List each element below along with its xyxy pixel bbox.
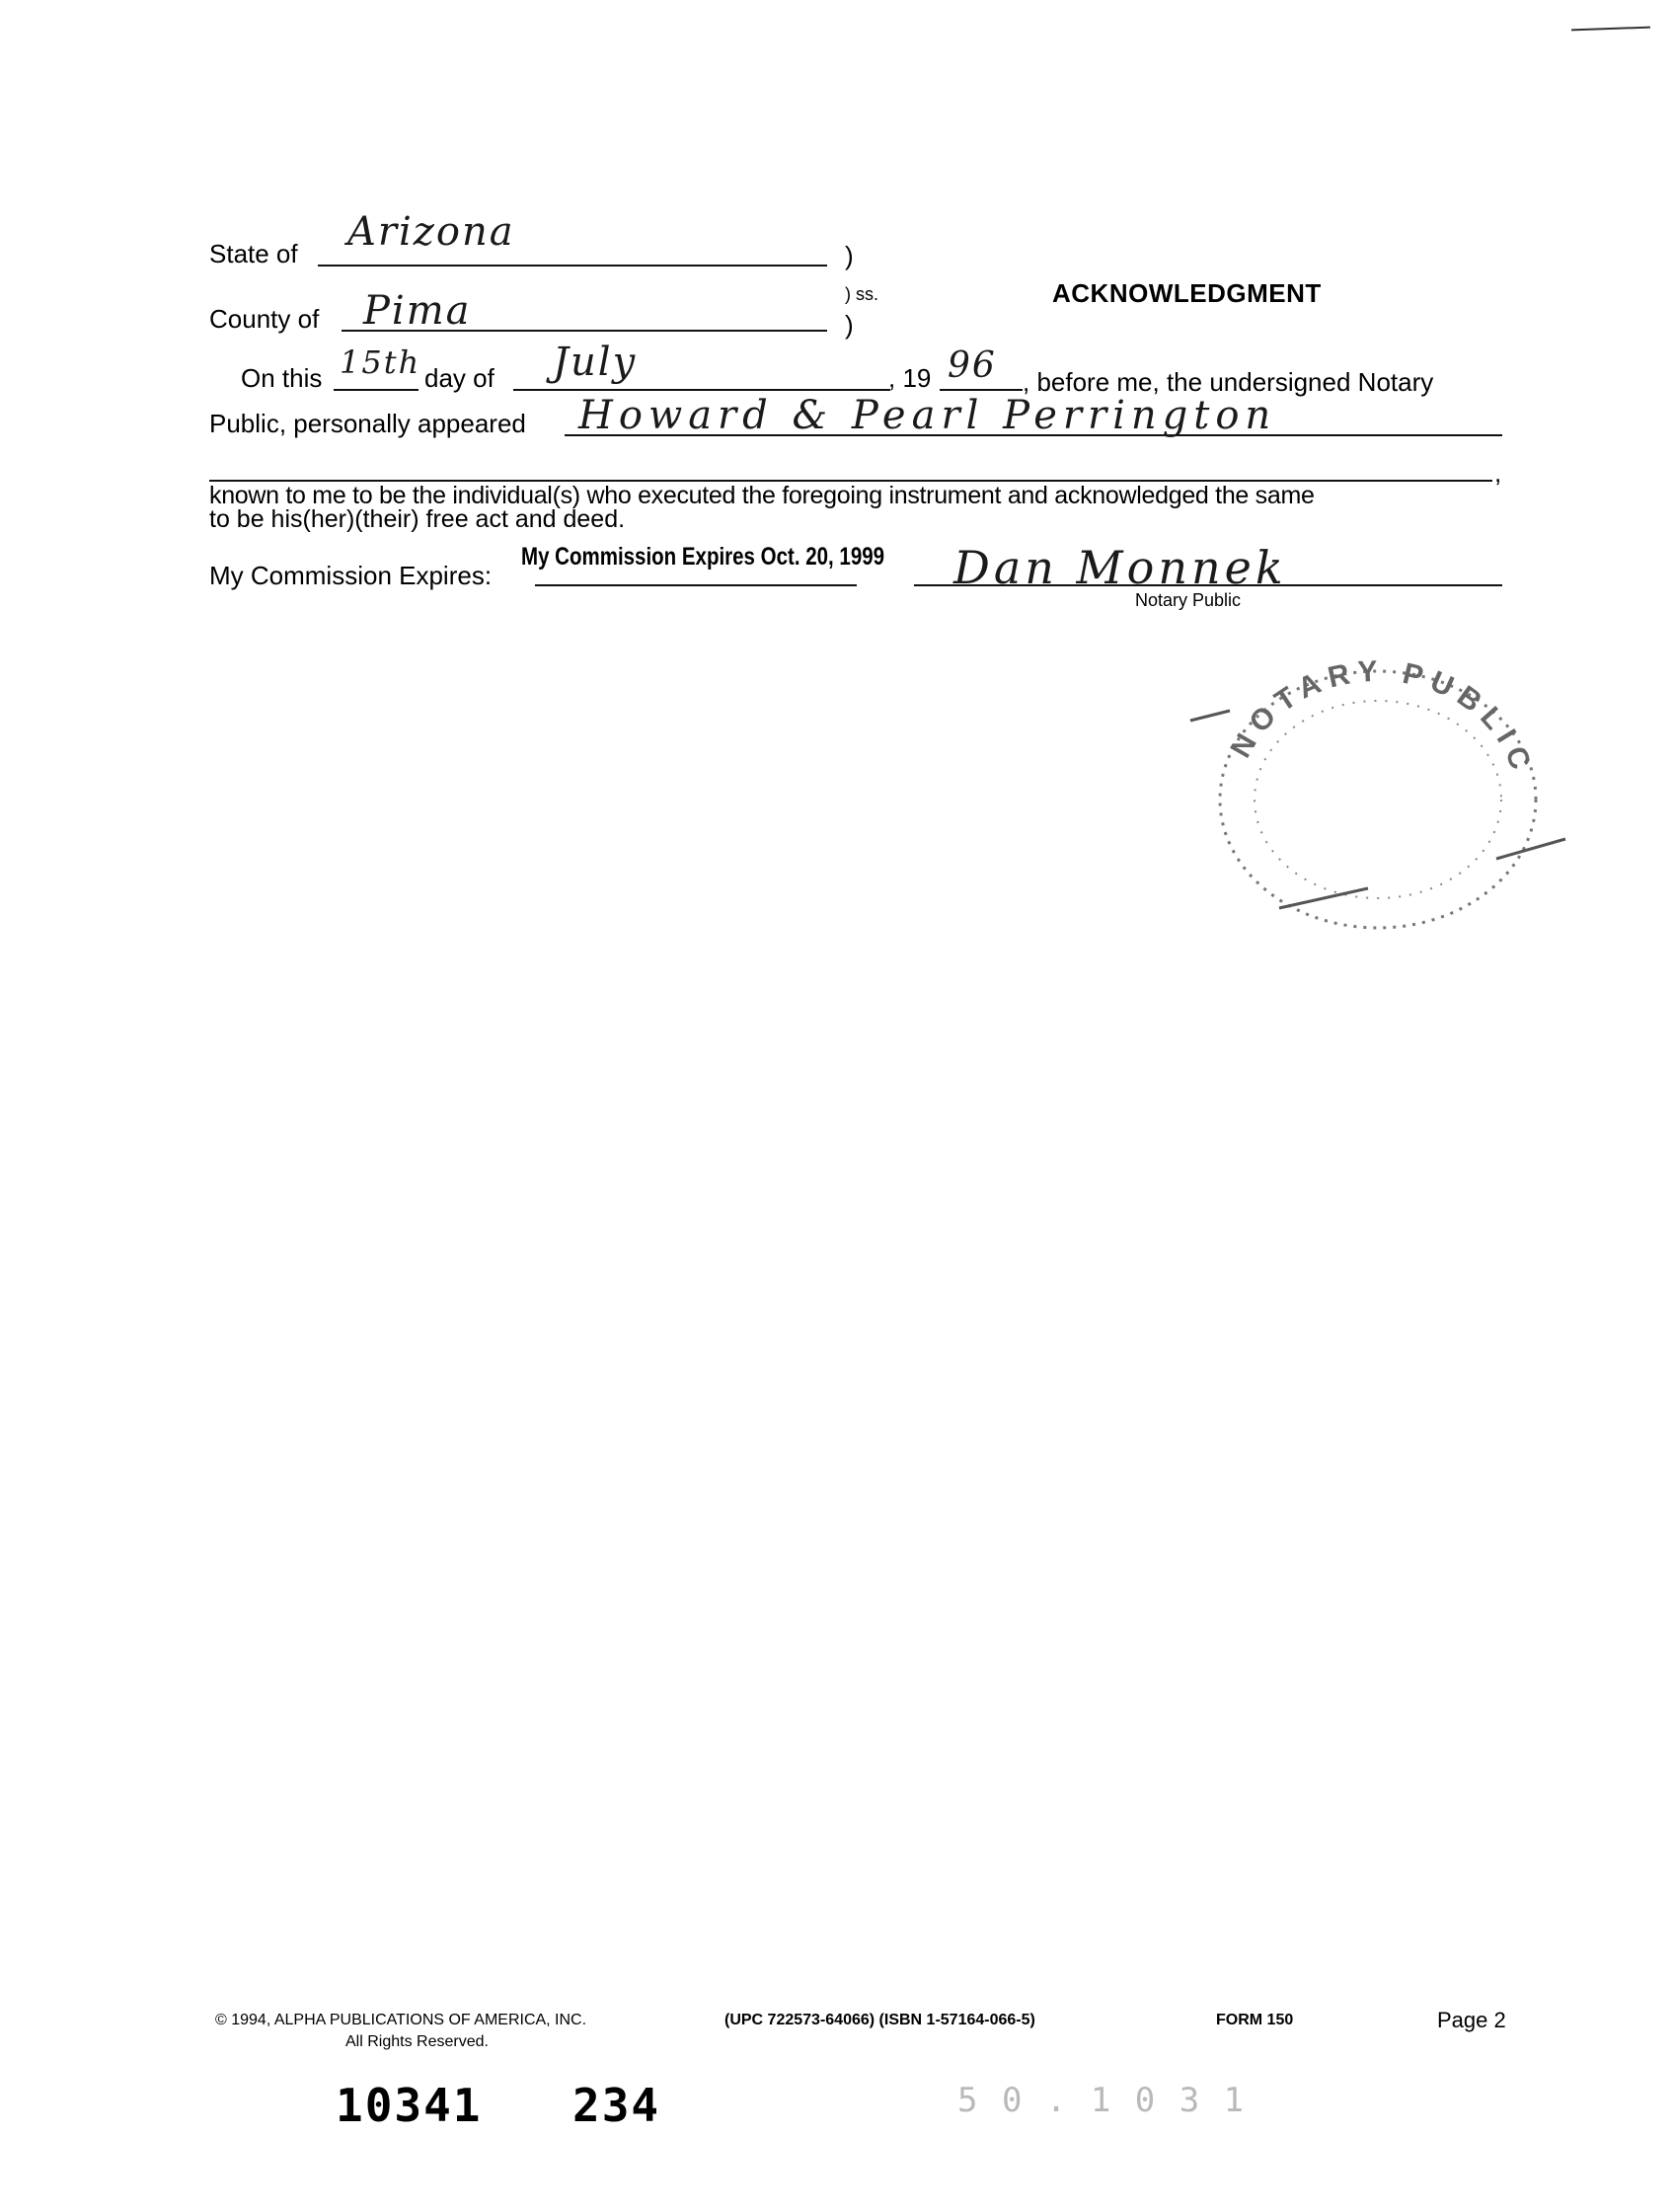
notary-signature: Dan Monnek xyxy=(953,541,1287,594)
before-me-text: , before me, the undersigned Notary xyxy=(1023,367,1434,397)
year-prefix: , 19 xyxy=(888,363,932,393)
body-line-2: to be his(her)(their) free act and deed. xyxy=(209,505,626,533)
corner-mark xyxy=(1571,27,1650,32)
ss-label: ) ss. xyxy=(845,284,878,304)
footer-copyright: © 1994, ALPHA PUBLICATIONS OF AMERICA, INC. xyxy=(215,2012,587,2028)
commission-stamp: My Commission Expires Oct. 20, 1999 xyxy=(521,543,885,571)
page-number-stamp: 234 xyxy=(572,2079,661,2132)
body-line-1: known to me to be the individual(s) who executed the foregoing instrument and acknowledged the same xyxy=(209,482,1315,509)
notary-public-label: Notary Public xyxy=(1135,590,1242,610)
commission-line xyxy=(535,584,857,586)
day-of-label: day of xyxy=(424,363,495,393)
svg-text:NOTARY PUBLIC: NOTARY PUBLIC xyxy=(1224,654,1540,782)
county-paren: ) xyxy=(845,310,854,340)
commission-label: My Commission Expires: xyxy=(209,561,493,590)
book-number-stamp: 10341 xyxy=(336,2079,483,2132)
footer-rights: All Rights Reserved. xyxy=(345,2033,489,2050)
footer-form: FORM 150 xyxy=(1216,2012,1294,2028)
state-label: State of xyxy=(209,239,298,268)
footer-page: Page 2 xyxy=(1437,2008,1506,2032)
day-value: 15th xyxy=(340,343,421,381)
state-paren: ) xyxy=(845,241,854,270)
footer-codes: (UPC 722573-64066) (ISBN 1-57164-066-5) xyxy=(724,2012,1035,2028)
month-line xyxy=(513,389,890,391)
county-label: County of xyxy=(209,304,320,334)
month-value: July xyxy=(553,340,638,385)
faint-number-stamp: 5 0 . 1 0 3 1 xyxy=(957,2081,1247,2120)
state-value: Arizona xyxy=(347,209,515,255)
document-title: ACKNOWLEDGMENT xyxy=(1052,278,1322,308)
appeared-value: Howard & Pearl Perrington xyxy=(578,393,1277,438)
year-line xyxy=(940,389,1023,391)
on-this-label: On this xyxy=(241,363,323,393)
year-suffix: 96 xyxy=(948,345,997,386)
notary-seal-icon xyxy=(1171,612,1585,948)
state-line xyxy=(318,265,827,267)
appeared-label: Public, personally appeared xyxy=(209,409,526,438)
county-value: Pima xyxy=(363,288,472,334)
trailing-comma: , xyxy=(1494,458,1502,488)
day-line xyxy=(334,389,418,391)
